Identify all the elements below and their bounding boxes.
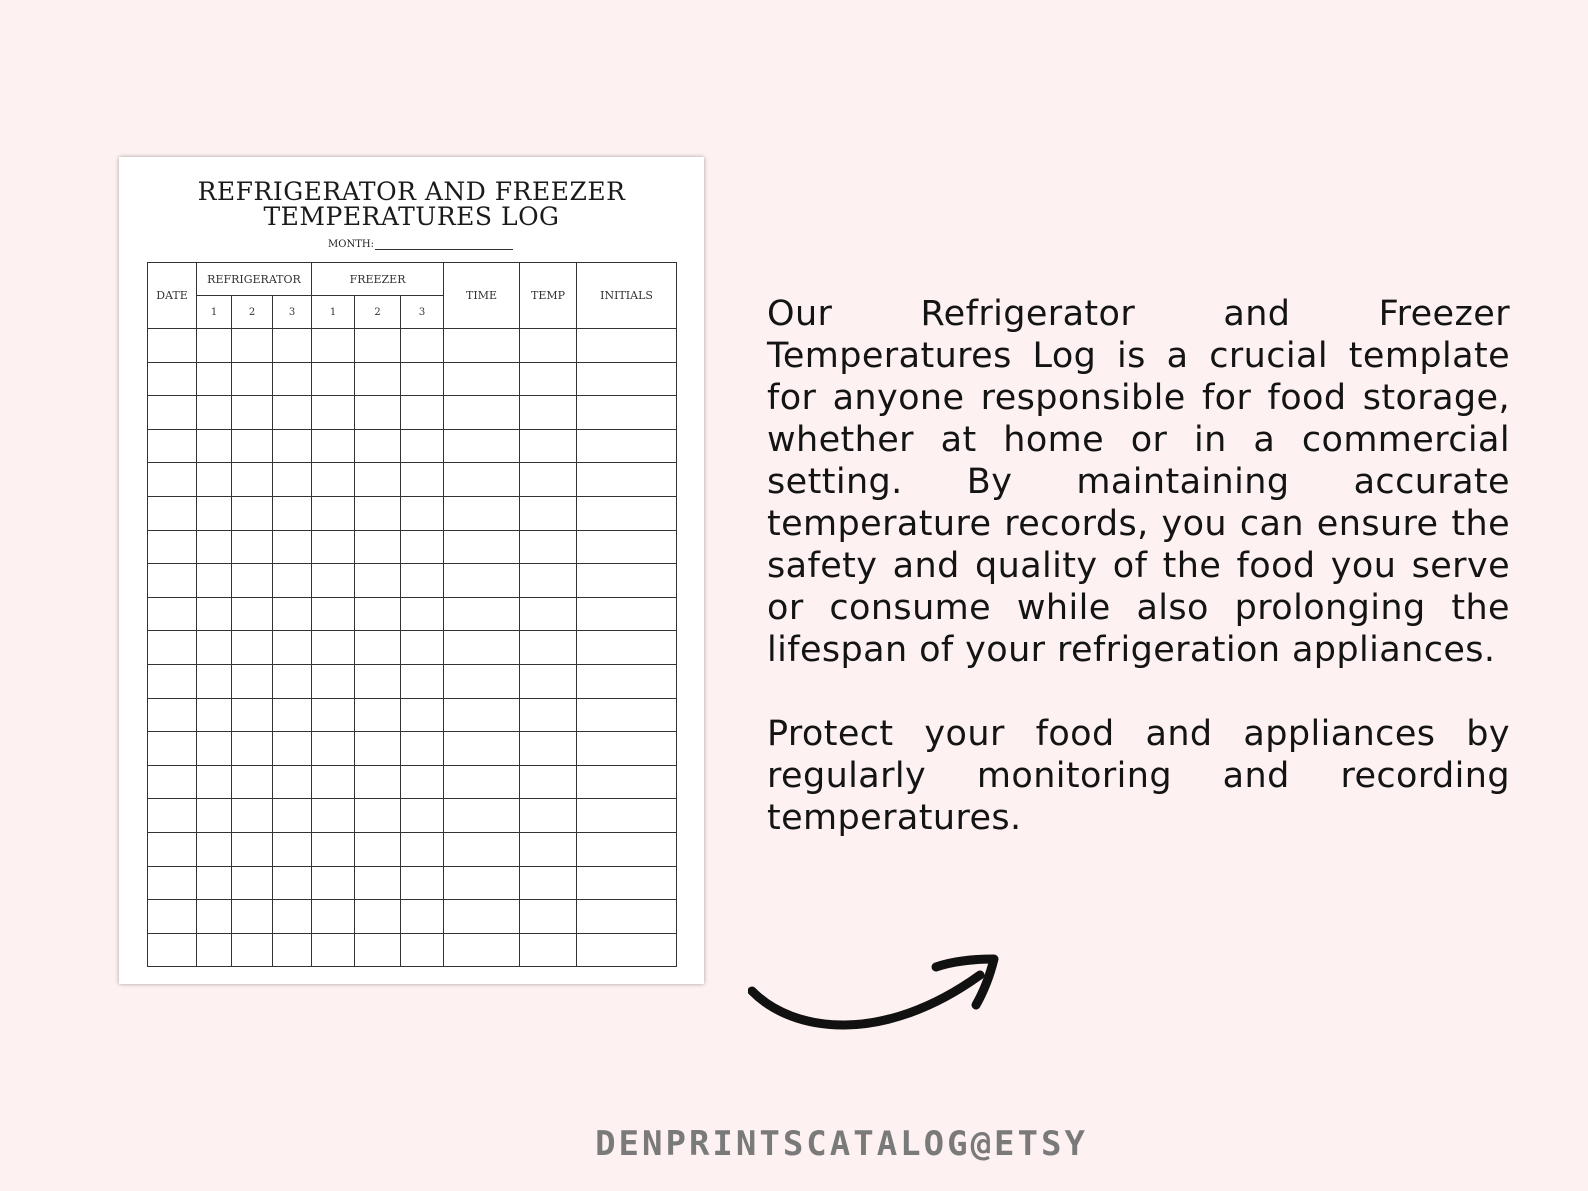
table-cell — [312, 463, 355, 497]
table-cell — [148, 631, 197, 665]
table-cell — [148, 496, 197, 530]
month-field — [328, 238, 513, 250]
table-body — [148, 329, 677, 967]
table-row — [148, 664, 677, 698]
table-cell — [520, 799, 577, 833]
table-cell — [355, 530, 401, 564]
table-cell — [401, 866, 444, 900]
table-cell — [273, 329, 312, 363]
table-cell — [312, 631, 355, 665]
table-cell — [520, 732, 577, 766]
table-cell — [232, 329, 273, 363]
table-row — [148, 799, 677, 833]
table-cell — [148, 664, 197, 698]
table-cell — [148, 530, 197, 564]
sheet-title — [119, 179, 704, 229]
table-cell — [355, 329, 401, 363]
table-cell — [444, 396, 520, 430]
table-cell — [197, 463, 232, 497]
table-cell — [197, 564, 232, 598]
table-cell — [401, 463, 444, 497]
table-cell — [273, 732, 312, 766]
table-cell — [355, 496, 401, 530]
table-cell — [273, 396, 312, 430]
table-cell — [401, 933, 444, 967]
table-cell — [273, 362, 312, 396]
table-cell — [232, 597, 273, 631]
table-cell — [232, 530, 273, 564]
table-cell — [197, 664, 232, 698]
table-cell — [444, 631, 520, 665]
table-row — [148, 732, 677, 766]
table-cell — [444, 698, 520, 732]
table-cell — [273, 698, 312, 732]
table-cell — [401, 329, 444, 363]
table-cell — [273, 900, 312, 934]
table-cell — [401, 631, 444, 665]
table-header-row — [148, 263, 677, 296]
table-cell — [197, 765, 232, 799]
table-cell — [355, 799, 401, 833]
table-cell — [355, 664, 401, 698]
table-cell — [273, 765, 312, 799]
table-cell — [520, 765, 577, 799]
table-cell — [577, 933, 677, 967]
table-cell — [444, 463, 520, 497]
table-cell — [577, 832, 677, 866]
table-cell — [520, 564, 577, 598]
table-cell — [577, 631, 677, 665]
table-cell — [197, 832, 232, 866]
table-cell — [577, 597, 677, 631]
table-cell — [232, 664, 273, 698]
table-cell — [401, 664, 444, 698]
table-cell — [148, 732, 197, 766]
description-paragraph-2: Protect your food and appliances by regularly monitoring and recording temperatures. — [767, 714, 1510, 838]
temperature-log-table — [147, 262, 677, 967]
table-cell — [312, 799, 355, 833]
table-cell — [312, 832, 355, 866]
table-cell — [520, 396, 577, 430]
sheet-title-line-2: TEMPERATURES LOG — [263, 202, 560, 231]
table-row — [148, 832, 677, 866]
table-cell — [444, 597, 520, 631]
table-cell — [312, 900, 355, 934]
table-cell — [197, 631, 232, 665]
table-cell — [197, 933, 232, 967]
table-cell — [148, 900, 197, 934]
table-cell — [273, 933, 312, 967]
table-row — [148, 765, 677, 799]
table-cell — [355, 698, 401, 732]
table-cell — [197, 799, 232, 833]
table-cell — [577, 664, 677, 698]
table-row — [148, 698, 677, 732]
table-cell — [401, 832, 444, 866]
table-cell — [577, 564, 677, 598]
table-cell — [312, 564, 355, 598]
table-cell — [232, 631, 273, 665]
table-cell — [273, 597, 312, 631]
table-cell — [197, 732, 232, 766]
header-temp: TEMP — [520, 263, 577, 329]
table-cell — [577, 429, 677, 463]
table-cell — [232, 564, 273, 598]
table-cell — [401, 564, 444, 598]
table-cell — [312, 597, 355, 631]
table-cell — [148, 933, 197, 967]
table-cell — [273, 564, 312, 598]
table-cell — [401, 362, 444, 396]
table-cell — [577, 463, 677, 497]
table-cell — [520, 698, 577, 732]
table-cell — [232, 396, 273, 430]
table-cell — [312, 866, 355, 900]
table-row — [148, 530, 677, 564]
table-cell — [520, 329, 577, 363]
table-cell — [577, 698, 677, 732]
table-row — [148, 463, 677, 497]
table-cell — [520, 429, 577, 463]
table-cell — [520, 362, 577, 396]
table-cell — [148, 362, 197, 396]
table-cell — [197, 698, 232, 732]
table-cell — [197, 429, 232, 463]
table-cell — [577, 900, 677, 934]
table-row — [148, 866, 677, 900]
freezer-unit-1: 1 — [312, 296, 355, 329]
table-cell — [401, 597, 444, 631]
refrigerator-unit-2: 2 — [232, 296, 273, 329]
table-cell — [232, 832, 273, 866]
table-cell — [232, 732, 273, 766]
table-cell — [520, 463, 577, 497]
table-cell — [197, 597, 232, 631]
header-refrigerator: REFRIGERATOR — [197, 263, 312, 296]
table-cell — [148, 429, 197, 463]
table-cell — [355, 631, 401, 665]
table-cell — [148, 396, 197, 430]
table-cell — [312, 429, 355, 463]
table-cell — [520, 933, 577, 967]
table-cell — [273, 866, 312, 900]
table-cell — [148, 463, 197, 497]
table-cell — [312, 496, 355, 530]
table-cell — [273, 463, 312, 497]
table-cell — [148, 329, 197, 363]
table-cell — [444, 362, 520, 396]
table-cell — [355, 832, 401, 866]
table-cell — [197, 496, 232, 530]
table-row — [148, 597, 677, 631]
table-cell — [401, 900, 444, 934]
table-cell — [355, 597, 401, 631]
table-cell — [577, 329, 677, 363]
table-cell — [273, 664, 312, 698]
table-row — [148, 329, 677, 363]
table-cell — [197, 530, 232, 564]
table-cell — [312, 530, 355, 564]
table-cell — [444, 933, 520, 967]
table-cell — [444, 832, 520, 866]
table-cell — [577, 530, 677, 564]
table-cell — [197, 900, 232, 934]
product-description — [767, 293, 1510, 839]
table-row — [148, 396, 677, 430]
table-cell — [148, 597, 197, 631]
table-cell — [355, 429, 401, 463]
table-cell — [197, 362, 232, 396]
table-cell — [312, 698, 355, 732]
table-cell — [401, 496, 444, 530]
table-cell — [312, 765, 355, 799]
table-cell — [197, 329, 232, 363]
table-cell — [520, 664, 577, 698]
table-cell — [355, 463, 401, 497]
table-cell — [444, 429, 520, 463]
table-cell — [273, 631, 312, 665]
refrigerator-unit-1: 1 — [197, 296, 232, 329]
table-cell — [148, 765, 197, 799]
table-cell — [520, 900, 577, 934]
table-cell — [444, 664, 520, 698]
table-cell — [355, 765, 401, 799]
table-cell — [520, 866, 577, 900]
table-cell — [232, 933, 273, 967]
table-row — [148, 564, 677, 598]
table-cell — [401, 396, 444, 430]
table-cell — [148, 866, 197, 900]
table-cell — [577, 496, 677, 530]
table-cell — [232, 765, 273, 799]
description-paragraph-1: Our Refrigerator and Freezer Temperatures Log is a crucial template for anyone responsible for food storage, whether at home or in a commercial setting. By maintaining accurate temperature records, you can ensure the safety and quality of the food you serve or consume while also prolonging the lifespan of your refrigeration appliances. — [767, 294, 1510, 670]
table-cell — [312, 362, 355, 396]
table-cell — [355, 900, 401, 934]
table-cell — [401, 429, 444, 463]
table-row — [148, 631, 677, 665]
table-cell — [520, 530, 577, 564]
table-cell — [148, 799, 197, 833]
table-cell — [401, 765, 444, 799]
table-cell — [444, 329, 520, 363]
table-cell — [577, 799, 677, 833]
table-cell — [312, 396, 355, 430]
header-freezer: FREEZER — [312, 263, 444, 296]
table-cell — [148, 832, 197, 866]
refrigerator-unit-3: 3 — [273, 296, 312, 329]
table-cell — [232, 698, 273, 732]
table-cell — [273, 799, 312, 833]
table-cell — [312, 732, 355, 766]
table-cell — [197, 866, 232, 900]
table-cell — [355, 933, 401, 967]
table-cell — [401, 732, 444, 766]
table-cell — [444, 732, 520, 766]
table-cell — [355, 362, 401, 396]
table-cell — [355, 732, 401, 766]
table-cell — [577, 866, 677, 900]
table-cell — [232, 799, 273, 833]
log-sheet-preview — [119, 157, 704, 984]
table-row — [148, 362, 677, 396]
curved-arrow-icon — [748, 953, 1018, 1053]
table-cell — [444, 866, 520, 900]
header-date: DATE — [148, 263, 197, 329]
table-cell — [273, 429, 312, 463]
freezer-unit-2: 2 — [355, 296, 401, 329]
table-cell — [444, 496, 520, 530]
table-cell — [401, 698, 444, 732]
table-row — [148, 933, 677, 967]
header-time: TIME — [444, 263, 520, 329]
table-cell — [444, 765, 520, 799]
table-cell — [444, 799, 520, 833]
sheet-title-line-1: REFRIGERATOR AND FREEZER — [197, 177, 626, 206]
table-cell — [273, 496, 312, 530]
table-cell — [232, 496, 273, 530]
table-cell — [273, 530, 312, 564]
table-cell — [312, 933, 355, 967]
table-cell — [232, 463, 273, 497]
table-cell — [232, 362, 273, 396]
table-cell — [520, 597, 577, 631]
table-cell — [577, 362, 677, 396]
table-cell — [232, 866, 273, 900]
header-initials: INITIALS — [577, 263, 677, 329]
table-cell — [577, 732, 677, 766]
shop-handle: DENPRINTSCATALOG@ETSY — [595, 1124, 1088, 1164]
table-cell — [312, 664, 355, 698]
table-row — [148, 429, 677, 463]
table-cell — [273, 832, 312, 866]
table-row — [148, 900, 677, 934]
table-cell — [401, 799, 444, 833]
table-cell — [197, 396, 232, 430]
freezer-unit-3: 3 — [401, 296, 444, 329]
table-cell — [520, 496, 577, 530]
table-cell — [520, 631, 577, 665]
month-label: MONTH: — [328, 239, 374, 250]
table-cell — [577, 396, 677, 430]
table-cell — [444, 564, 520, 598]
table-cell — [401, 530, 444, 564]
table-cell — [312, 329, 355, 363]
month-blank-line — [375, 238, 513, 250]
table-cell — [148, 564, 197, 598]
table-cell — [232, 900, 273, 934]
table-cell — [355, 396, 401, 430]
table-cell — [232, 429, 273, 463]
table-cell — [148, 698, 197, 732]
table-cell — [520, 832, 577, 866]
table-cell — [444, 900, 520, 934]
table-cell — [355, 564, 401, 598]
table-cell — [444, 530, 520, 564]
table-row — [148, 496, 677, 530]
table-cell — [577, 765, 677, 799]
table-cell — [355, 866, 401, 900]
